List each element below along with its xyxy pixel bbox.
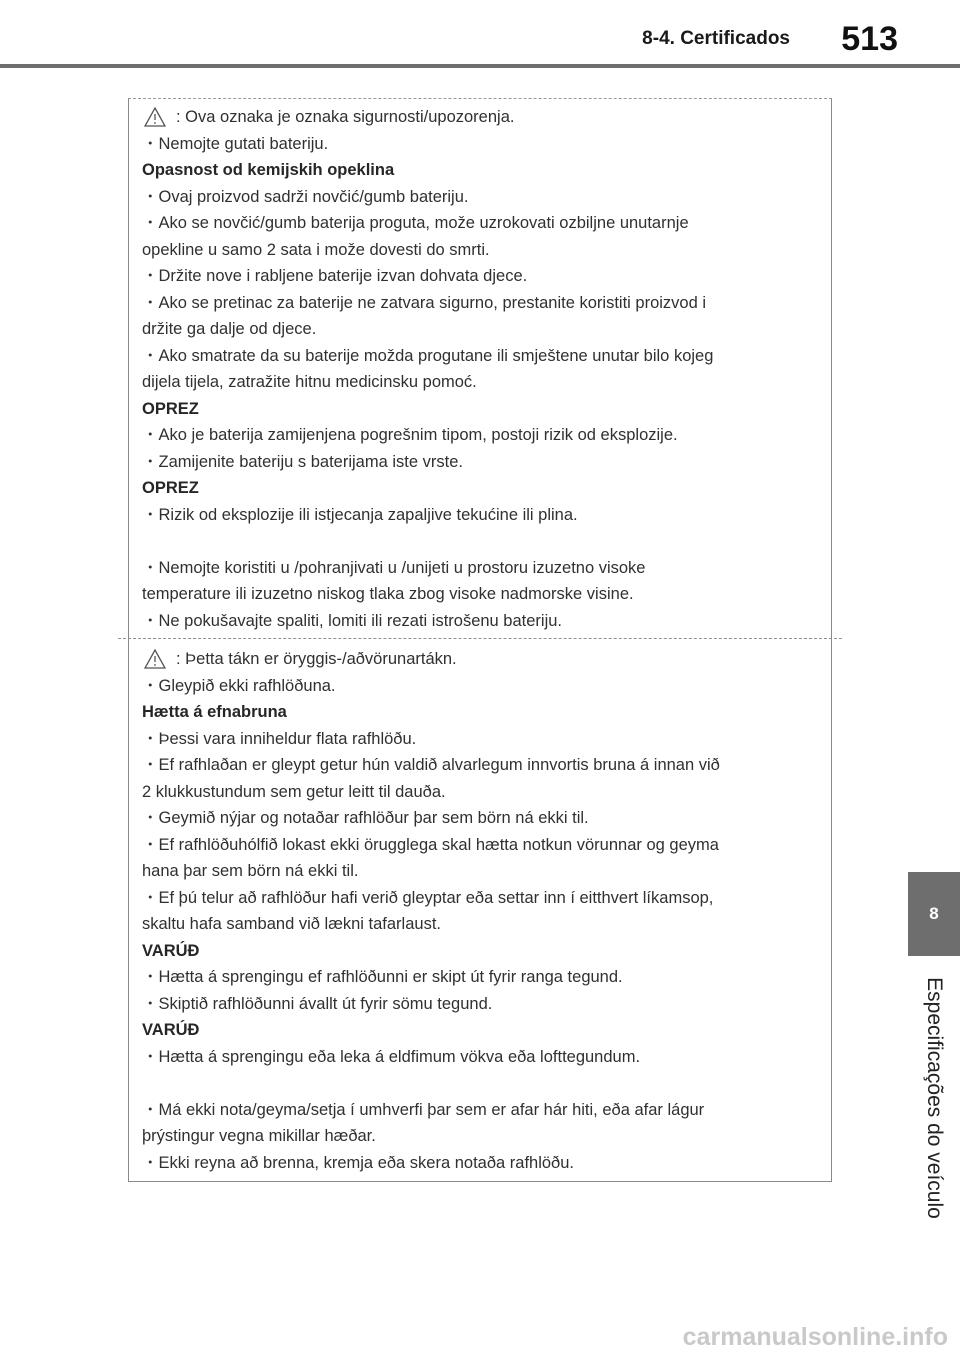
chapter-number: 8 — [929, 904, 939, 923]
watermark[interactable]: carmanualsonline.info — [682, 1323, 948, 1351]
warning-triangle-icon — [144, 107, 166, 127]
icelandic-warning-row — [142, 646, 802, 673]
text-line: ・Ako se pretinac za baterije ne zatvara sigurno, prestanite koristiti proizvod i — [142, 293, 707, 312]
icelandic-section — [142, 646, 802, 1176]
section-heading: OPREZ — [142, 399, 199, 418]
text-line: ・Ako je baterija zamijenjena pogrešnim tipom, postoji rizik od eksplozije. — [142, 426, 678, 444]
text-line: ・Nemojte koristiti u /pohranjivati u /unijeti u prostoru izuzetno visoke — [142, 558, 646, 577]
section-heading: Hætta á efnabruna — [142, 703, 287, 721]
croatian-warning-text: : Ova oznaka je oznaka sigurnosti/upozorenja. — [176, 108, 515, 126]
text-line: ・Rizik od eksplozije ili istjecanja zapaljive tekućine ili plina. — [142, 505, 578, 524]
section-title: 8-4. Certificados — [642, 28, 790, 49]
text-line: 2 klukkustundum sem getur leitt til dauða. — [142, 782, 446, 801]
text-line: ・Držite nove i rabljene baterije izvan dohvata djece. — [142, 267, 528, 285]
text-line: ・Ne pokušavajte spaliti, lomiti ili rezati istrošenu bateriju. — [142, 611, 563, 630]
section-heading: VARÚÐ — [142, 941, 200, 960]
header-rule — [0, 64, 960, 68]
warning-triangle-icon — [144, 649, 166, 669]
croatian-section — [142, 104, 802, 634]
croatian-warning-row — [142, 104, 802, 131]
text-line: temperature ili izuzetno niskog tlaka zbog visoke nadmorske visine. — [142, 585, 634, 603]
text-line: ・Zamijenite bateriju s baterijama iste vrste. — [142, 452, 463, 471]
text-line: ・Geymið nýjar og notaðar rafhlöður þar sem börn ná ekki til. — [142, 809, 589, 827]
text-line: ・Nemojte gutati bateriju. — [142, 134, 329, 153]
text-line: ・Hætta á sprengingu eða leka á eldfimum vökva eða lofttegundum. — [142, 1047, 641, 1066]
text-line: opekline u samo 2 sata i može dovesti do smrti. — [142, 240, 490, 259]
icelandic-lines — [142, 673, 802, 1177]
chapter-tab[interactable] — [908, 872, 960, 956]
text-line: dijela tijela, zatražite hitnu medicinsku pomoć. — [142, 373, 477, 391]
page-number: 513 — [841, 20, 898, 58]
text-line: ・Ekki reyna að brenna, kremja eða skera notaða rafhlöðu. — [142, 1153, 574, 1172]
text-line: držite ga dalje od djece. — [142, 320, 317, 338]
section-heading: OPREZ — [142, 479, 199, 497]
text-line: ・Ef þú telur að rafhlöður hafi verið gleyptar eða settar inn í eitthvert líkamsop, — [142, 888, 714, 907]
section-heading: VARÚÐ — [142, 1021, 200, 1039]
text-line: ・Ef rafhlöðuhólfið lokast ekki örugglega skal hætta notkun vörunnar og geyma — [142, 835, 719, 854]
chapter-title: Especificações do veículo — [923, 977, 947, 1219]
section-heading: Opasnost od kemijskih opeklina — [142, 161, 395, 179]
text-line: ・Ovaj proizvod sadrži novčić/gumb bateriju. — [142, 187, 469, 206]
chapter-side-label — [908, 968, 960, 1228]
paragraph-gap — [142, 1070, 802, 1097]
language-divider — [118, 638, 842, 639]
text-line: ・Má ekki nota/geyma/setja í umhverfi þar sem er afar hár hiti, eða afar lágur — [142, 1100, 705, 1119]
text-line: ・Hætta á sprengingu ef rafhlöðunni er skipt út fyrir ranga tegund. — [142, 968, 623, 986]
croatian-lines — [142, 131, 802, 635]
text-line: ・Þessi vara inniheldur flata rafhlöðu. — [142, 729, 417, 748]
text-line: ・Ako se novčić/gumb baterija proguta, može uzrokovati ozbiljne unutarnje — [142, 214, 689, 232]
text-line: ・Gleypið ekki rafhlöðuna. — [142, 676, 336, 695]
text-line: hana þar sem börn ná ekki til. — [142, 862, 359, 880]
paragraph-gap — [142, 528, 802, 555]
icelandic-warning-text: : Þetta tákn er öryggis-/aðvörunartákn. — [176, 650, 457, 668]
text-line: þrýstingur vegna mikillar hæðar. — [142, 1127, 376, 1145]
text-line: ・Ako smatrate da su baterije možda progutane ili smještene unutar bilo kojeg — [142, 346, 714, 365]
text-line: ・Ef rafhlaðan er gleypt getur hún valdið alvarlegum innvortis bruna á innan við — [142, 756, 720, 774]
text-line: ・Skiptið rafhlöðunni ávallt út fyrir sömu tegund. — [142, 994, 493, 1013]
text-line: skaltu hafa samband við lækni tafarlaust. — [142, 915, 441, 933]
